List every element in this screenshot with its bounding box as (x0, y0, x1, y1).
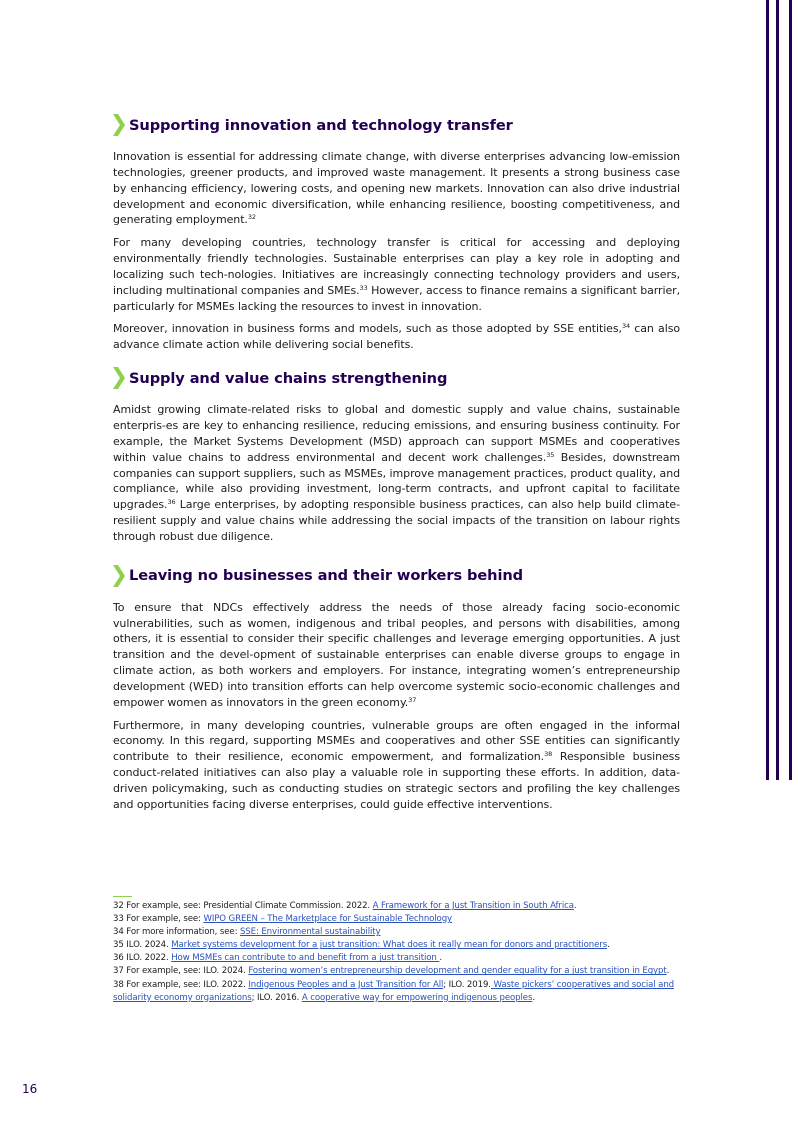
section-heading-leaving-no-one-behind (113, 563, 680, 589)
footnote-ref[interactable]: 35 (546, 450, 555, 459)
paragraph: To ensure that NDCs effectively address the needs of those already facing socio-economic vulnerabilities, such as women, indigenous and tribal peoples, and persons with disabilities, among others, it is essential to consider their specific challenges and leverage emerging opportunities. A just transition and the devel-opment of sustainable enterprises can enable diverse groups to engage in climate action, as both workers and employers. For instance, integrating women’s entrepreneurship development (WED) into transition efforts can help overcome systemic socio-economic challenges and empower women as innovators in the green economy.$^{37}$ (113, 600, 680, 709)
chevron-right-icon (113, 565, 125, 587)
decorative-line-3 (789, 0, 792, 780)
section-heading-innovation (113, 112, 680, 138)
footnote-link[interactable]: SSE: Environmental sustainability (239, 927, 381, 938)
footnote-link[interactable]: Market systems development for a just transition: What does it really mean for donors and practitioners (171, 940, 608, 951)
footnote-33: 33 For example, see: WIPO GREEN – The Marketplace for Sustainable Technology (113, 914, 452, 925)
footnote-36: 36 ILO. 2022. How MSMEs can contribute to and benefit from a just transition . (113, 953, 442, 964)
footnote-ref[interactable]: 36 (167, 498, 176, 507)
footnote-32: 32 For example, see: Presidential Climate Commission. 2022. A Framework for a Just Transition in South Africa. (113, 901, 577, 911)
footnote-link[interactable]: A cooperative way for empowering indigenous peoples (301, 992, 533, 1003)
footnote-link[interactable]: WIPO GREEN – The Marketplace for Sustainable Technology (203, 914, 452, 925)
footnotes (113, 900, 683, 1005)
decorative-line-2 (776, 0, 779, 780)
footnote-link[interactable]: Fostering women’s entrepreneurship development and gender equality for a just transition in Egypt (248, 966, 667, 977)
footnote-37: 37 For example, see: ILO. 2024. Fostering women’s entrepreneurship development and gender equality for a just transition in Egypt. (113, 966, 670, 977)
main-content (113, 112, 680, 820)
chevron-right-icon (113, 114, 125, 136)
footnote-ref[interactable]: 33 (359, 283, 368, 292)
footnote-ref[interactable]: 37 (408, 695, 417, 704)
footnote-ref[interactable]: 38 (544, 750, 553, 759)
footnote-link[interactable]: A Framework for a Just Transition in South Africa (372, 901, 574, 911)
footnote-link[interactable]: Indigenous Peoples and a Just Transition for All (248, 979, 444, 990)
decorative-line-1 (766, 0, 769, 780)
page-number: 16 (22, 1082, 38, 1096)
section-title: Leaving no businesses and their workers behind (129, 567, 523, 585)
footnote-divider (113, 896, 132, 897)
footnote-link[interactable]: Waste pickers’ cooperatives and social and solidarity economy organizations (113, 979, 674, 1003)
footnote-ref[interactable]: 34 (621, 322, 631, 331)
paragraph: Furthermore, in many developing countries, vulnerable groups are often engaged in the informal economy. In this regard, supporting MSMEs and cooperatives and other SSE entities can significantly contribute to their resilience, economic empowerment, and formalization.$^{38}$ Responsible business conduct-related initiatives can also play a valuable role in supporting these efforts. In addition, data-driven policymaking, such as conducting studies on strategic sectors and profiling the key challenges and opportunities facing diverse enterprises, could guide effective interventions. (113, 718, 680, 811)
footnote-ref[interactable]: 32 (247, 213, 256, 222)
section-title: Supporting innovation and technology transfer (129, 116, 513, 134)
paragraph: Moreover, innovation in business forms and models, such as those adopted by SSE entities,$^{34}$ can also advance climate action while delivering social benefits. (113, 322, 680, 352)
chevron-right-icon (113, 367, 125, 389)
paragraph: Innovation is essential for addressing climate change, with diverse enterprises advancing low-emission technologies, greener products, and improved waste management. It presents a strong business case by enhancing efficiency, lowering costs, and opening new markets. Innovation can also drive industrial development and economic diversification, while enhancing resilience, boosting competitiveness, and generating employment.$^{32}$ (113, 150, 680, 227)
footnote-38: 38 For example, see: ILO. 2022. Indigenous Peoples and a Just Transition for All; ILO. 2019. Waste pickers’ cooperatives and social and solidarity economy organizations; ILO. 2016. A cooperative way for empowering indigenous peoples. (113, 979, 674, 1003)
section-title: Supply and value chains strengthening (129, 369, 448, 387)
footnote-35: 35 ILO. 2024. Market systems development for a just transition: What does it really mean for donors and practitioners. (113, 940, 610, 951)
paragraph: Amidst growing climate-related risks to global and domestic supply and value chains, sustainable enterpris-es are key to enhancing resilience, reducing emissions, and ensuring business continuity. For example, the Market Systems Development (MSD) approach can support MSMEs and cooperatives within value chains to address environmental and decent work challenges.$^{35}$ Besides, downstream companies can support suppliers, such as MSMEs, improve management practices, product quality, and compliance, while also providing investment, long-term contracts, and upfront capital to facilitate upgrades.$^{36}$ Large enterprises, by adopting responsible business practices, can also help build climate-resilient supply and value chains while addressing the social impacts of the transition on labour rights through robust due diligence. (113, 403, 680, 543)
section-heading-supply-chains (113, 365, 680, 391)
footnote-link[interactable]: How MSMEs can contribute to and benefit from a just transition (171, 953, 440, 964)
footnote-34: 34 For more information, see: SSE: Environmental sustainability (113, 927, 381, 938)
paragraph: For many developing countries, technology transfer is critical for accessing and deploying environmentally friendly technologies. Sustainable enterprises can play a key role in adopting and localizing such tech-nologies. Initiatives are increasingly connecting technology providers and users, including multinational companies and SMEs.$^{33}$ However, access to finance remains a significant barrier, particularly for MSMEs lacking the resources to invest in innovation. (113, 236, 680, 313)
